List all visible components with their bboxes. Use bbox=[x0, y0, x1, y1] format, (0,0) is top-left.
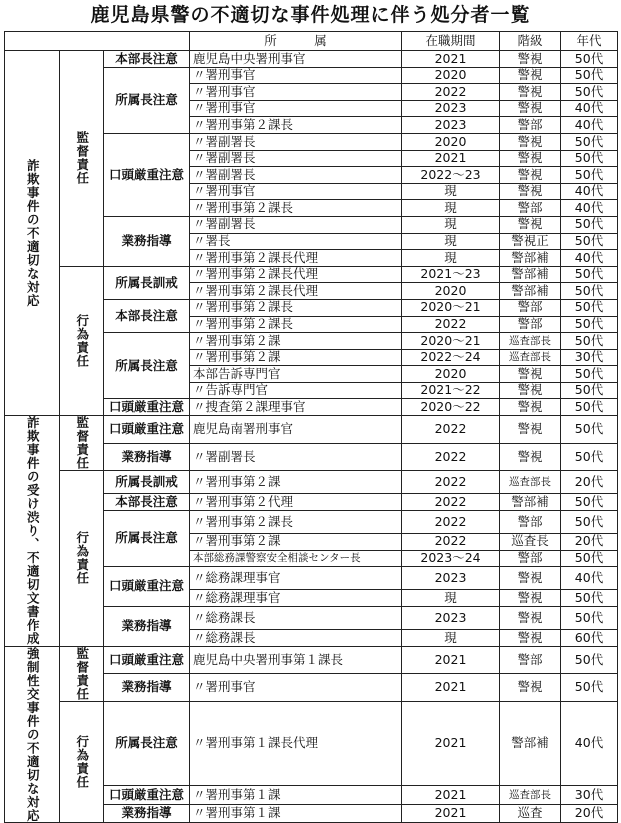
age-cell: 50代 bbox=[561, 67, 618, 84]
responsibility-label: 行為責任 bbox=[60, 471, 104, 647]
penalty-cell: 口頭厳重注意 bbox=[104, 786, 190, 804]
dept-cell: 〃署刑事第２代理 bbox=[190, 494, 402, 511]
period-cell: 2020 bbox=[402, 133, 500, 150]
age-cell: 50代 bbox=[561, 674, 618, 702]
rank-cell: 警部 bbox=[500, 299, 561, 316]
rank-cell: 警部 bbox=[500, 316, 561, 333]
age-cell: 40代 bbox=[561, 701, 618, 786]
dept-cell: 〃署刑事第２課 bbox=[190, 333, 402, 350]
age-cell: 20代 bbox=[561, 533, 618, 550]
age-cell: 40代 bbox=[561, 183, 618, 200]
age-cell: 50代 bbox=[561, 316, 618, 333]
age-cell: 60代 bbox=[561, 629, 618, 646]
dept-cell: 〃署刑事第１課長代理 bbox=[190, 701, 402, 786]
rank-cell: 警視 bbox=[500, 216, 561, 233]
rank-cell: 警部補 bbox=[500, 283, 561, 300]
rank-cell: 警部 bbox=[500, 117, 561, 134]
period-cell: 2021〜22 bbox=[402, 382, 500, 399]
section-label: 詐欺事件の不適切な対応 bbox=[5, 51, 60, 416]
rank-cell: 巡査部長 bbox=[500, 786, 561, 804]
rank-cell: 警視 bbox=[500, 84, 561, 101]
period-cell: 現 bbox=[402, 250, 500, 267]
rank-cell: 警視 bbox=[500, 100, 561, 117]
rank-cell: 警視 bbox=[500, 133, 561, 150]
rank-cell: 警部補 bbox=[500, 494, 561, 511]
penalty-cell: 所属長注意 bbox=[104, 333, 190, 399]
age-cell: 50代 bbox=[561, 233, 618, 250]
penalty-cell: 口頭厳重注意 bbox=[104, 416, 190, 444]
table-row bbox=[5, 51, 618, 68]
penalty-cell: 業務指導 bbox=[104, 443, 190, 471]
header-dept: 所 属 bbox=[190, 32, 402, 51]
penalty-cell: 所属長訓戒 bbox=[104, 471, 190, 494]
penalty-cell: 業務指導 bbox=[104, 216, 190, 266]
dept-cell: 〃署刑事官 bbox=[190, 67, 402, 84]
penalty-cell: 口頭厳重注意 bbox=[104, 133, 190, 216]
dept-cell: 〃署副署長 bbox=[190, 443, 402, 471]
page-title: 鹿児島県警の不適切な事件処理に伴う処分者一覧 bbox=[90, 4, 531, 26]
table-row bbox=[5, 471, 618, 494]
period-cell: 2021 bbox=[402, 804, 500, 822]
rank-cell: 警視 bbox=[500, 51, 561, 68]
age-cell: 30代 bbox=[561, 349, 618, 366]
age-cell: 50代 bbox=[561, 216, 618, 233]
dept-cell: 〃署刑事第２課長代理 bbox=[190, 283, 402, 300]
dept-cell: 〃署刑事第２課 bbox=[190, 349, 402, 366]
dept-cell: 〃告訴専門官 bbox=[190, 382, 402, 399]
rank-cell: 警視 bbox=[500, 674, 561, 702]
dept-cell: 〃署刑事第２課長 bbox=[190, 200, 402, 217]
period-cell: 2022 bbox=[402, 443, 500, 471]
period-cell: 2021〜23 bbox=[402, 266, 500, 283]
penalty-cell: 所属長訓戒 bbox=[104, 266, 190, 299]
age-cell: 50代 bbox=[561, 84, 618, 101]
dept-cell: 〃署副署長 bbox=[190, 216, 402, 233]
dept-cell: 〃署副署長 bbox=[190, 167, 402, 184]
rank-cell: 巡査部長 bbox=[500, 349, 561, 366]
age-cell: 50代 bbox=[561, 150, 618, 167]
rank-cell: 警視 bbox=[500, 150, 561, 167]
period-cell: 2020〜21 bbox=[402, 299, 500, 316]
penalty-cell: 口頭厳重注意 bbox=[104, 567, 190, 607]
responsibility-label: 行為責任 bbox=[60, 266, 104, 415]
dept-cell: 〃署長 bbox=[190, 233, 402, 250]
period-cell: 2022 bbox=[402, 84, 500, 101]
age-cell: 50代 bbox=[561, 399, 618, 416]
rank-cell: 警視 bbox=[500, 366, 561, 383]
age-cell: 50代 bbox=[561, 133, 618, 150]
age-cell: 50代 bbox=[561, 266, 618, 283]
dept-cell: 〃署刑事第２課 bbox=[190, 471, 402, 494]
penalty-cell: 業務指導 bbox=[104, 606, 190, 646]
rank-cell: 警部 bbox=[500, 510, 561, 533]
header-blank bbox=[5, 32, 190, 51]
rank-cell: 警視 bbox=[500, 399, 561, 416]
rank-cell: 警部 bbox=[500, 646, 561, 674]
period-cell: 2020 bbox=[402, 366, 500, 383]
period-cell: 2023 bbox=[402, 606, 500, 629]
age-cell: 50代 bbox=[561, 550, 618, 567]
dept-cell: 〃署刑事第２課長 bbox=[190, 117, 402, 134]
age-cell: 50代 bbox=[561, 590, 618, 607]
period-cell: 2023 bbox=[402, 567, 500, 590]
age-cell: 50代 bbox=[561, 333, 618, 350]
rank-cell: 警部補 bbox=[500, 701, 561, 786]
rank-cell: 警視 bbox=[500, 443, 561, 471]
age-cell: 50代 bbox=[561, 606, 618, 629]
age-cell: 50代 bbox=[561, 283, 618, 300]
section-label: 詐欺事件の受け渋り、不適切文書作成 bbox=[5, 416, 60, 647]
dept-cell: 〃署刑事第２課長 bbox=[190, 316, 402, 333]
rank-cell: 警視 bbox=[500, 567, 561, 590]
age-cell: 50代 bbox=[561, 443, 618, 471]
rank-cell: 警視正 bbox=[500, 233, 561, 250]
penalty-cell: 本部長注意 bbox=[104, 51, 190, 68]
table-header-row bbox=[5, 32, 618, 51]
dept-cell: 〃署刑事第２課長代理 bbox=[190, 266, 402, 283]
rank-cell: 警視 bbox=[500, 606, 561, 629]
rank-cell: 巡査部長 bbox=[500, 471, 561, 494]
rank-cell: 警視 bbox=[500, 382, 561, 399]
age-cell: 40代 bbox=[561, 117, 618, 134]
penalty-cell: 本部長注意 bbox=[104, 299, 190, 332]
dept-cell: 〃総務課長 bbox=[190, 629, 402, 646]
period-cell: 現 bbox=[402, 590, 500, 607]
period-cell: 2021 bbox=[402, 646, 500, 674]
table-row bbox=[5, 416, 618, 444]
dept-cell: 〃署副署長 bbox=[190, 133, 402, 150]
rank-cell: 巡査長 bbox=[500, 533, 561, 550]
penalty-cell: 口頭厳重注意 bbox=[104, 646, 190, 674]
penalty-cell: 本部長注意 bbox=[104, 494, 190, 511]
age-cell: 50代 bbox=[561, 416, 618, 444]
dept-cell: 〃署刑事第２課長代理 bbox=[190, 250, 402, 267]
period-cell: 2021 bbox=[402, 51, 500, 68]
period-cell: 2022 bbox=[402, 471, 500, 494]
dept-cell: 〃署副署長 bbox=[190, 150, 402, 167]
dept-cell: 〃総務課理事官 bbox=[190, 567, 402, 590]
age-cell: 40代 bbox=[561, 200, 618, 217]
rank-cell: 警視 bbox=[500, 183, 561, 200]
dept-cell: 〃署刑事第２課長 bbox=[190, 510, 402, 533]
age-cell: 50代 bbox=[561, 366, 618, 383]
period-cell: 現 bbox=[402, 629, 500, 646]
header-age: 年代 bbox=[561, 32, 618, 51]
period-cell: 2021 bbox=[402, 786, 500, 804]
dept-cell: 〃署刑事第１課 bbox=[190, 786, 402, 804]
period-cell: 現 bbox=[402, 216, 500, 233]
dept-cell: 〃捜査第２課理事官 bbox=[190, 399, 402, 416]
period-cell: 現 bbox=[402, 183, 500, 200]
section-label: 強制性交事件の不適切な対応 bbox=[5, 646, 60, 823]
table-row bbox=[5, 646, 618, 674]
dept-cell: 〃総務課長 bbox=[190, 606, 402, 629]
dept-cell: 〃署刑事官 bbox=[190, 100, 402, 117]
rank-cell: 警部 bbox=[500, 200, 561, 217]
dept-cell: 本部告訴専門官 bbox=[190, 366, 402, 383]
period-cell: 2020〜21 bbox=[402, 333, 500, 350]
penalty-cell: 業務指導 bbox=[104, 674, 190, 702]
age-cell: 20代 bbox=[561, 471, 618, 494]
age-cell: 50代 bbox=[561, 167, 618, 184]
rank-cell: 警視 bbox=[500, 67, 561, 84]
rank-cell: 警視 bbox=[500, 416, 561, 444]
dept-cell: 〃署刑事第２課長 bbox=[190, 299, 402, 316]
period-cell: 2022 bbox=[402, 494, 500, 511]
rank-cell: 警部 bbox=[500, 550, 561, 567]
dept-cell: 〃総務課理事官 bbox=[190, 590, 402, 607]
period-cell: 2022 bbox=[402, 316, 500, 333]
penalty-cell: 所属長注意 bbox=[104, 67, 190, 133]
responsibility-label: 監督責任 bbox=[60, 51, 104, 267]
period-cell: 2021 bbox=[402, 150, 500, 167]
age-cell: 50代 bbox=[561, 51, 618, 68]
age-cell: 40代 bbox=[561, 100, 618, 117]
age-cell: 40代 bbox=[561, 250, 618, 267]
age-cell: 30代 bbox=[561, 786, 618, 804]
age-cell: 50代 bbox=[561, 494, 618, 511]
period-cell: 2020 bbox=[402, 67, 500, 84]
dept-cell: 〃署刑事第２課 bbox=[190, 533, 402, 550]
penalty-cell: 所属長注意 bbox=[104, 701, 190, 786]
dept-cell: 本部総務課警察安全相談センター長 bbox=[190, 550, 402, 567]
period-cell: 2022 bbox=[402, 510, 500, 533]
period-cell: 2023 bbox=[402, 117, 500, 134]
period-cell: 2022〜23 bbox=[402, 167, 500, 184]
period-cell: 2023 bbox=[402, 100, 500, 117]
rank-cell: 警部補 bbox=[500, 250, 561, 267]
rank-cell: 警視 bbox=[500, 590, 561, 607]
penalty-cell: 所属長注意 bbox=[104, 510, 190, 566]
period-cell: 2020〜22 bbox=[402, 399, 500, 416]
responsibility-label: 監督責任 bbox=[60, 646, 104, 701]
responsibility-label: 行為責任 bbox=[60, 701, 104, 823]
age-cell: 40代 bbox=[561, 567, 618, 590]
age-cell: 50代 bbox=[561, 510, 618, 533]
period-cell: 2021 bbox=[402, 701, 500, 786]
penalty-cell: 口頭厳重注意 bbox=[104, 399, 190, 416]
table-row bbox=[5, 266, 618, 283]
age-cell: 50代 bbox=[561, 646, 618, 674]
header-rank: 階級 bbox=[500, 32, 561, 51]
discipline-table bbox=[4, 31, 618, 823]
rank-cell: 警視 bbox=[500, 629, 561, 646]
age-cell: 20代 bbox=[561, 804, 618, 822]
dept-cell: 〃署刑事官 bbox=[190, 183, 402, 200]
dept-cell: 〃署刑事官 bbox=[190, 84, 402, 101]
period-cell: 現 bbox=[402, 233, 500, 250]
age-cell: 50代 bbox=[561, 299, 618, 316]
age-cell: 50代 bbox=[561, 382, 618, 399]
dept-cell: 〃署刑事官 bbox=[190, 674, 402, 702]
header-period: 在職期間 bbox=[402, 32, 500, 51]
responsibility-label: 監督責任 bbox=[60, 416, 104, 471]
rank-cell: 巡査部長 bbox=[500, 333, 561, 350]
period-cell: 2022 bbox=[402, 533, 500, 550]
period-cell: 2021 bbox=[402, 674, 500, 702]
rank-cell: 警部補 bbox=[500, 266, 561, 283]
period-cell: 2022〜24 bbox=[402, 349, 500, 366]
period-cell: 2020 bbox=[402, 283, 500, 300]
dept-cell: 鹿児島中央署刑事官 bbox=[190, 51, 402, 68]
period-cell: 2022 bbox=[402, 416, 500, 444]
table-row bbox=[5, 701, 618, 786]
penalty-cell: 業務指導 bbox=[104, 804, 190, 822]
dept-cell: 〃署刑事第１課 bbox=[190, 804, 402, 822]
dept-cell: 鹿児島中央署刑事第１課長 bbox=[190, 646, 402, 674]
period-cell: 現 bbox=[402, 200, 500, 217]
rank-cell: 巡査 bbox=[500, 804, 561, 822]
dept-cell: 鹿児島南署刑事官 bbox=[190, 416, 402, 444]
period-cell: 2023〜24 bbox=[402, 550, 500, 567]
rank-cell: 警視 bbox=[500, 167, 561, 184]
